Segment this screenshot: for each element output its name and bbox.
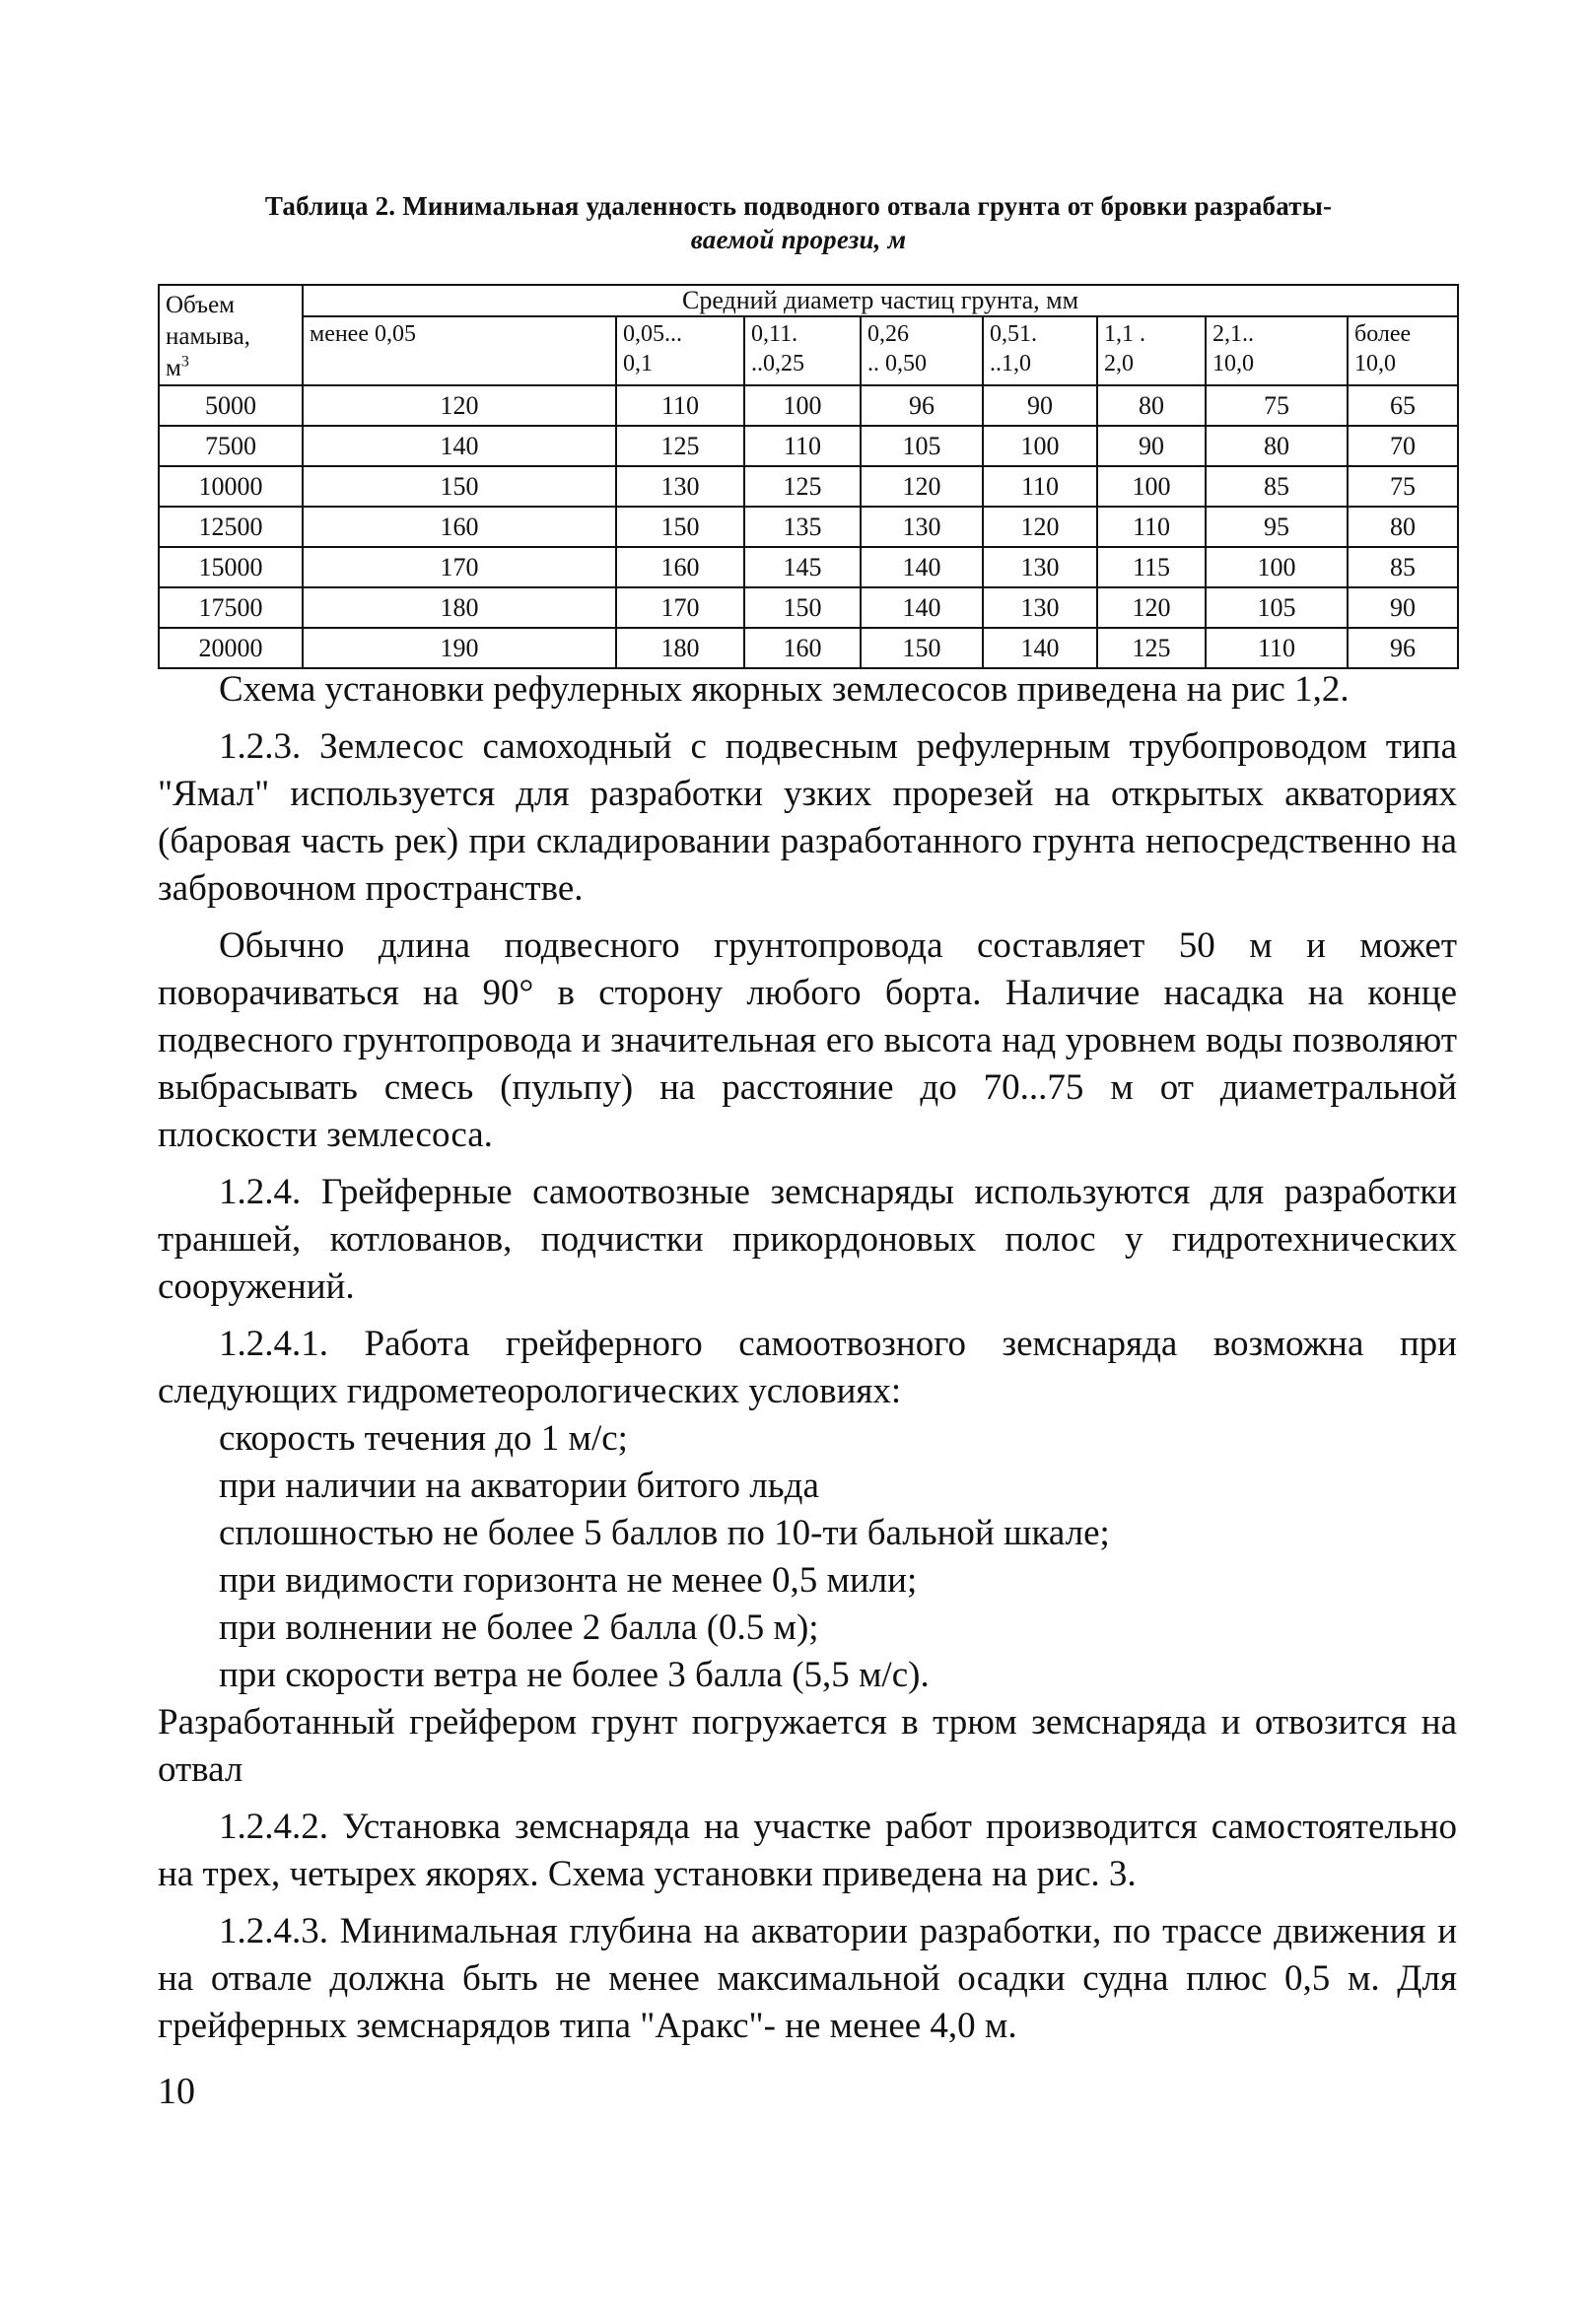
distance-cell: 150 bbox=[303, 466, 616, 507]
distance-cell: 100 bbox=[983, 426, 1097, 466]
distance-cell: 150 bbox=[744, 587, 861, 628]
distance-cell: 140 bbox=[303, 426, 616, 466]
distance-cell: 190 bbox=[303, 628, 616, 668]
distance-cell: 105 bbox=[861, 426, 983, 466]
distance-cell: 170 bbox=[616, 587, 744, 628]
distance-cell: 115 bbox=[1097, 547, 1206, 587]
diameter-column-header: 0,26 .. 0,50 bbox=[861, 316, 983, 385]
distance-cell: 90 bbox=[983, 385, 1097, 426]
paragraph-1-2-4: 1.2.4. Грейферные самоотвозные земснаряды используются для разработки траншей, котлованов, подчистки прикордоновых полос у гидротехнических сооружений. bbox=[158, 1172, 1457, 1307]
distance-cell: 85 bbox=[1348, 547, 1458, 587]
distance-cell: 130 bbox=[983, 587, 1097, 628]
distance-cell: 125 bbox=[616, 426, 744, 466]
volume-cell: 7500 bbox=[159, 426, 303, 466]
distance-cell: 105 bbox=[1206, 587, 1348, 628]
table-caption-line1: Таблица 2. Минимальная удаленность подводного отвала грунта от бровки разрабаты- bbox=[264, 191, 1333, 221]
condition-item: скорость течения до 1 м/с; bbox=[219, 1418, 628, 1459]
distance-cell: 110 bbox=[983, 466, 1097, 507]
distance-cell: 75 bbox=[1206, 385, 1348, 426]
distance-table bbox=[158, 284, 1459, 669]
distance-cell: 110 bbox=[1097, 507, 1206, 547]
distance-cell: 110 bbox=[744, 426, 861, 466]
condition-item: при волнении не более 2 балла (0.5 м); bbox=[219, 1607, 819, 1648]
distance-cell: 96 bbox=[861, 385, 983, 426]
paragraph-grab-soil: Разработанный грейфером грунт погружается в трюм земснаряда и отвозится на отвал bbox=[158, 1702, 1457, 1790]
distance-cell: 130 bbox=[861, 507, 983, 547]
condition-item: при скорости ветра не более 3 балла (5,5 м/с). bbox=[219, 1655, 930, 1695]
paragraph-pipeline: Обычно длина подвесного грунтопровода составляет 50 м и может поворачиваться на 90° в сторону любого борта. Наличие насадка на конце подвесного грунтопровода и значительная его высота над уровнем воды позволяют выбрасывать смесь (пульпу) на расстояние до 70...75 м от диаметральной плоскости землесоса. bbox=[158, 925, 1457, 1155]
body-text bbox=[158, 666, 1457, 2050]
distance-cell: 150 bbox=[616, 507, 744, 547]
distance-cell: 180 bbox=[616, 628, 744, 668]
conditions-list bbox=[158, 1415, 1457, 1699]
distance-cell: 75 bbox=[1348, 466, 1458, 507]
diameter-column-header: более 10,0 bbox=[1348, 316, 1458, 385]
distance-cell: 140 bbox=[861, 587, 983, 628]
volume-cell: 12500 bbox=[159, 507, 303, 547]
volume-cell: 5000 bbox=[159, 385, 303, 426]
page-number: 10 bbox=[158, 2071, 195, 2112]
distance-cell: 110 bbox=[1206, 628, 1348, 668]
distance-cell: 180 bbox=[303, 587, 616, 628]
distance-cell: 70 bbox=[1348, 426, 1458, 466]
distance-cell: 90 bbox=[1348, 587, 1458, 628]
diameter-column-header: 0,11. ..0,25 bbox=[744, 316, 861, 385]
volume-cell: 15000 bbox=[159, 547, 303, 587]
volume-header-unit-sup: 3 bbox=[180, 353, 189, 371]
volume-header-line3: м bbox=[166, 355, 181, 381]
distance-cell: 80 bbox=[1206, 426, 1348, 466]
volume-cell: 20000 bbox=[159, 628, 303, 668]
distance-cell: 120 bbox=[983, 507, 1097, 547]
table-caption-line2: ваемой прорези, м bbox=[690, 225, 907, 254]
distance-cell: 100 bbox=[1206, 547, 1348, 587]
distance-cell: 120 bbox=[303, 385, 616, 426]
distance-cell: 120 bbox=[1097, 587, 1206, 628]
distance-cell: 96 bbox=[1348, 628, 1458, 668]
table-row bbox=[159, 547, 1458, 587]
table-row bbox=[159, 466, 1458, 507]
distance-cell: 135 bbox=[744, 507, 861, 547]
diameter-column-header: 0,05... 0,1 bbox=[616, 316, 744, 385]
distance-cell: 80 bbox=[1097, 385, 1206, 426]
volume-cell: 10000 bbox=[159, 466, 303, 507]
volume-column-header bbox=[159, 285, 303, 385]
distance-cell: 80 bbox=[1348, 507, 1458, 547]
distance-cell: 160 bbox=[616, 547, 744, 587]
distance-cell: 140 bbox=[861, 547, 983, 587]
diameter-group-header: Средний диаметр частиц грунта, мм bbox=[303, 285, 1458, 316]
distance-cell: 110 bbox=[616, 385, 744, 426]
distance-cell: 140 bbox=[983, 628, 1097, 668]
distance-cell: 160 bbox=[744, 628, 861, 668]
distance-cell: 130 bbox=[983, 547, 1097, 587]
table-row bbox=[159, 385, 1458, 426]
distance-cell: 90 bbox=[1097, 426, 1206, 466]
distance-cell: 120 bbox=[861, 466, 983, 507]
distance-cell: 150 bbox=[861, 628, 983, 668]
table-row bbox=[159, 426, 1458, 466]
table-caption bbox=[148, 189, 1449, 256]
diameter-column-header: 0,51. ..1,0 bbox=[983, 316, 1097, 385]
paragraph-1-2-3: 1.2.3. Землесос самоходный с подвесным рефулерным трубопроводом типа "Ямал" используется для разработки узких прорезей на открытых акваториях (баровая часть рек) при складировании разработанного грунта непосредственно на забровочном пространстве. bbox=[158, 726, 1457, 909]
paragraph-scheme: Схема установки рефулерных якорных землесосов приведена на рис 1,2. bbox=[219, 669, 1350, 710]
distance-cell: 100 bbox=[744, 385, 861, 426]
table-row bbox=[159, 587, 1458, 628]
distance-cell: 130 bbox=[616, 466, 744, 507]
distance-cell: 85 bbox=[1206, 466, 1348, 507]
paragraph-1-2-4-1: 1.2.4.1. Работа грейферного самоотвозного земснаряда возможна при следующих гидрометеорологических условиях: bbox=[158, 1324, 1457, 1411]
condition-item: сплошностью не более 5 баллов по 10-ти бальной шкале; bbox=[219, 1513, 1110, 1553]
distance-cell: 170 bbox=[303, 547, 616, 587]
diameter-column-header: менее 0,05 bbox=[303, 316, 616, 385]
distance-cell: 160 bbox=[303, 507, 616, 547]
distance-cell: 145 bbox=[744, 547, 861, 587]
diameter-column-header: 1,1 . 2,0 bbox=[1097, 316, 1206, 385]
volume-cell: 17500 bbox=[159, 587, 303, 628]
diameter-column-header: 2,1.. 10,0 bbox=[1206, 316, 1348, 385]
paragraph-1-2-4-2: 1.2.4.2. Установка земснаряда на участке работ производится самостоятельно на трех, четырех якорях. Схема установки приведена на рис. 3. bbox=[158, 1807, 1457, 1894]
table-row bbox=[159, 507, 1458, 547]
paragraph-1-2-4-3: 1.2.4.3. Минимальная глубина на акватории разработки, по трассе движения и на отвале должна быть не менее максимальной осадки судна плюс 0,5 м. Для грейферных земснарядов типа "Аракс"- не менее 4,0 м. bbox=[158, 1911, 1457, 2046]
volume-header-line2: намыва, bbox=[166, 323, 250, 350]
distance-cell: 100 bbox=[1097, 466, 1206, 507]
distance-cell: 95 bbox=[1206, 507, 1348, 547]
table-row bbox=[159, 628, 1458, 668]
distance-cell: 125 bbox=[1097, 628, 1206, 668]
condition-item: при наличии на акватории битого льда bbox=[219, 1466, 819, 1506]
volume-header-line1: Объем bbox=[166, 292, 235, 318]
distance-cell: 125 bbox=[744, 466, 861, 507]
condition-item: при видимости горизонта не менее 0,5 мили; bbox=[219, 1560, 918, 1601]
distance-cell: 65 bbox=[1348, 385, 1458, 426]
